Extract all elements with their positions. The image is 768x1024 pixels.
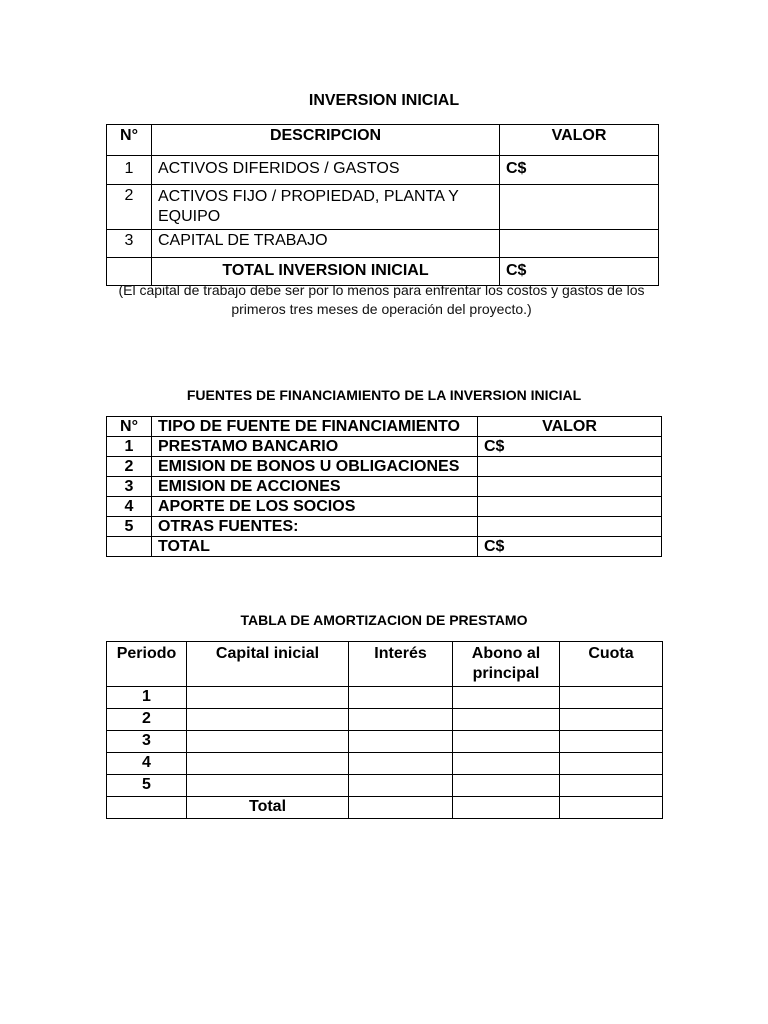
row-number: 2 — [107, 457, 152, 477]
table-row — [107, 497, 662, 517]
total-interest-cell[interactable] — [349, 797, 453, 819]
header-number: N° — [107, 417, 152, 437]
total-row — [107, 537, 662, 557]
principal-payment-cell[interactable] — [453, 775, 560, 797]
principal-payment-cell[interactable] — [453, 753, 560, 775]
initial-capital-cell[interactable] — [187, 709, 349, 731]
initial-capital-cell[interactable] — [187, 687, 349, 709]
total-row — [107, 797, 663, 819]
principal-payment-cell[interactable] — [453, 709, 560, 731]
row-value[interactable] — [478, 497, 662, 517]
header-source-type: TIPO DE FUENTE DE FINANCIAMIENTO — [152, 417, 478, 437]
header-installment: Cuota — [560, 642, 663, 687]
table-row — [107, 156, 659, 185]
period-number: 4 — [107, 753, 187, 775]
row-source-type: EMISION DE BONOS U OBLIGACIONES — [152, 457, 478, 477]
header-interest: Interés — [349, 642, 453, 687]
table-row — [107, 230, 659, 258]
row-number: 5 — [107, 517, 152, 537]
row-source-type: EMISION DE ACCIONES — [152, 477, 478, 497]
header-period: Periodo — [107, 642, 187, 687]
table-row — [107, 753, 663, 775]
period-number: 1 — [107, 687, 187, 709]
installment-cell[interactable] — [560, 731, 663, 753]
total-value[interactable]: C$ — [478, 537, 662, 557]
amortization-table — [106, 641, 663, 819]
row-source-type: PRESTAMO BANCARIO — [152, 437, 478, 457]
period-number: 5 — [107, 775, 187, 797]
initial-capital-cell[interactable] — [187, 731, 349, 753]
row-value[interactable] — [478, 457, 662, 477]
table-row — [107, 457, 662, 477]
header-principal-payment: Abono al principal — [453, 642, 560, 687]
row-description: CAPITAL DE TRABAJO — [152, 230, 500, 258]
total-period-cell — [107, 797, 187, 819]
row-value[interactable]: C$ — [500, 156, 659, 185]
table-row — [107, 687, 663, 709]
header-description: DESCRIPCION — [152, 125, 500, 156]
row-number: 1 — [107, 437, 152, 457]
row-value[interactable]: C$ — [478, 437, 662, 457]
interest-cell[interactable] — [349, 731, 453, 753]
row-number: 2 — [107, 185, 152, 230]
table-header-row — [107, 642, 663, 687]
row-source-type: OTRAS FUENTES: — [152, 517, 478, 537]
total-label: TOTAL INVERSION INICIAL — [152, 258, 500, 286]
working-capital-note: (El capital de trabajo debe ser por lo menos para enfrentar los costos y gastos de los primeros tres meses de operación del proyecto.) — [118, 282, 645, 317]
installment-cell[interactable] — [560, 775, 663, 797]
interest-cell[interactable] — [349, 775, 453, 797]
table-row — [107, 775, 663, 797]
row-value[interactable] — [500, 230, 659, 258]
table-row — [107, 709, 663, 731]
table-row — [107, 477, 662, 497]
header-number: N° — [107, 125, 152, 156]
table-header-row — [107, 125, 659, 156]
initial-capital-cell[interactable] — [187, 775, 349, 797]
row-number: 1 — [107, 156, 152, 185]
header-initial-capital: Capital inicial — [187, 642, 349, 687]
amortization-title: TABLA DE AMORTIZACION DE PRESTAMO — [240, 612, 528, 628]
financing-title: FUENTES DE FINANCIAMIENTO DE LA INVERSION INICIAL — [186, 387, 582, 403]
table-row — [107, 185, 659, 230]
row-number: 3 — [107, 477, 152, 497]
total-number-cell — [107, 537, 152, 557]
interest-cell[interactable] — [349, 687, 453, 709]
total-label: Total — [187, 797, 349, 819]
table-row — [107, 517, 662, 537]
initial-investment-table — [106, 124, 659, 286]
header-value: VALOR — [500, 125, 659, 156]
period-number: 2 — [107, 709, 187, 731]
row-value[interactable] — [478, 517, 662, 537]
row-description: ACTIVOS FIJO / PROPIEDAD, PLANTA Y EQUIPO — [152, 185, 500, 230]
principal-payment-cell[interactable] — [453, 731, 560, 753]
period-number: 3 — [107, 731, 187, 753]
total-value[interactable]: C$ — [500, 258, 659, 286]
interest-cell[interactable] — [349, 753, 453, 775]
row-source-type: APORTE DE LOS SOCIOS — [152, 497, 478, 517]
total-label: TOTAL — [152, 537, 478, 557]
header-value: VALOR — [478, 417, 662, 437]
table-row — [107, 437, 662, 457]
table-row — [107, 731, 663, 753]
interest-cell[interactable] — [349, 709, 453, 731]
principal-payment-cell[interactable] — [453, 687, 560, 709]
investment-title: INVERSION INICIAL — [308, 92, 460, 109]
initial-capital-cell[interactable] — [187, 753, 349, 775]
installment-cell[interactable] — [560, 709, 663, 731]
table-header-row — [107, 417, 662, 437]
row-value[interactable] — [478, 477, 662, 497]
row-description: ACTIVOS DIFERIDOS / GASTOS — [152, 156, 500, 185]
installment-cell[interactable] — [560, 753, 663, 775]
installment-cell[interactable] — [560, 687, 663, 709]
financing-sources-table — [106, 416, 662, 557]
row-number: 3 — [107, 230, 152, 258]
row-number: 4 — [107, 497, 152, 517]
row-value[interactable] — [500, 185, 659, 230]
total-installment-cell[interactable] — [560, 797, 663, 819]
total-principal-cell[interactable] — [453, 797, 560, 819]
